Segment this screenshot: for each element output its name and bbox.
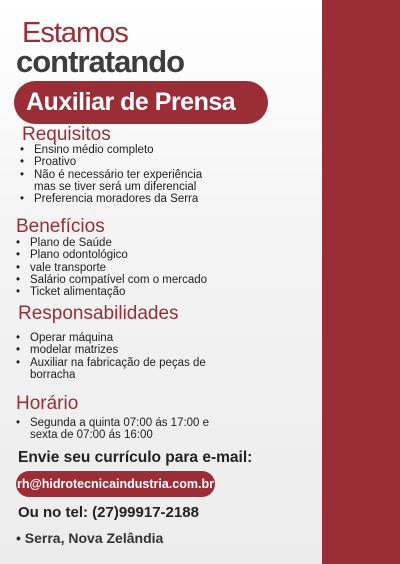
heading-estamos: Estamos <box>22 17 128 49</box>
list-item: • Proativo <box>14 156 224 168</box>
list-item: • Salário compatível com o mercado <box>10 274 250 286</box>
list-item: • Auxiliar na fabricação de peças de borracha <box>10 357 210 382</box>
requisitos-list <box>14 144 224 205</box>
list-item: • Operar máquina <box>10 332 210 344</box>
phone-number: Ou no tel: (27)99917-2188 <box>18 504 199 521</box>
heading-contratando: contratando <box>16 44 185 79</box>
list-item: • Ensino médio completo <box>14 144 224 156</box>
list-item: • Não é necessário ter experiência mas se tiver será um diferencial <box>14 169 224 194</box>
email-address[interactable]: rh@hidrotecnicaindustria.com.br <box>16 471 215 497</box>
right-accent-bar <box>322 0 400 564</box>
location: • Serra, Nova Zelândia <box>16 530 164 546</box>
section-title-responsabilidades: Responsabilidades <box>18 303 179 324</box>
responsabilidades-list <box>10 332 210 381</box>
email-label: Envie seu currículo para e-mail: <box>18 449 253 466</box>
list-item: • Preferencia moradores da Serra <box>14 193 224 205</box>
list-item: • Plano de Saúde <box>10 237 250 249</box>
list-item: • modelar matrizes <box>10 344 210 356</box>
list-item: • Ticket alimentação <box>10 286 250 298</box>
list-item: • vale transporte <box>10 262 250 274</box>
job-title-banner: Auxiliar de Prensa <box>14 81 268 124</box>
section-title-requisitos: Requisitos <box>22 124 111 145</box>
horario-list <box>10 417 210 442</box>
beneficios-list <box>10 237 250 298</box>
list-item: • Segunda a quinta 07:00 ás 17:00 e sexta de 07:00 ás 16:00 <box>10 417 210 442</box>
section-title-beneficios: Benefícios <box>16 216 105 237</box>
list-item: • Plano odontológico <box>10 249 250 261</box>
section-title-horario: Horário <box>16 393 79 414</box>
